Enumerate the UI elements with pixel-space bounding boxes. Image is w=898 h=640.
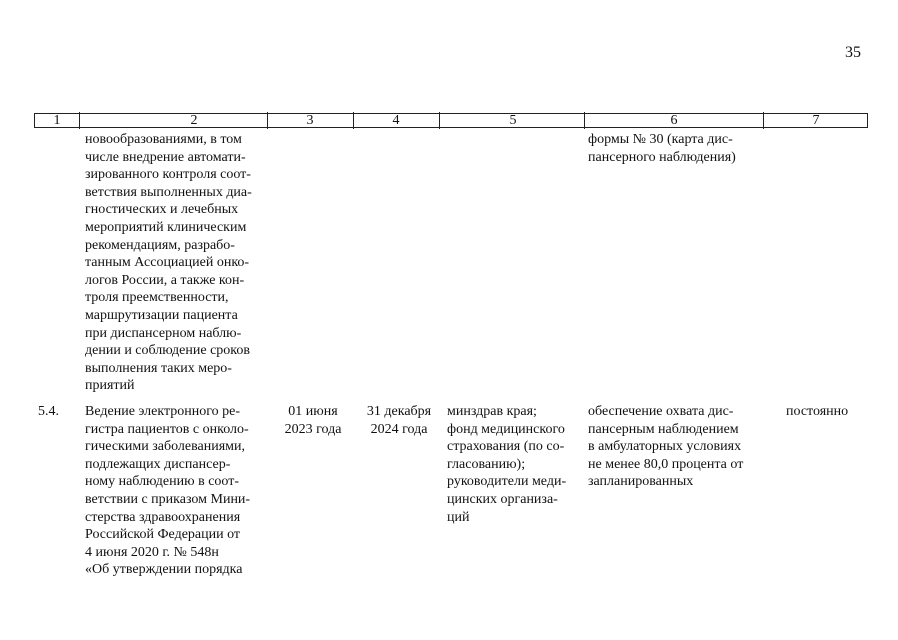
row-measure-text: Ведение электронного ре- гистра пациентов с онколо- гическими заболеваниями, подлежащих диспансер- ному наблюдению в соот- ветствии с приказом Мини- стерства здравоохранения Российской Федерации от 4 июня 2020 г. № 548н «Об утверждении порядка	[85, 404, 251, 578]
header-col-7: 7	[812, 113, 820, 128]
header-col-2: 2	[190, 113, 198, 128]
row-period: постоянно	[786, 404, 849, 419]
continued-row-result-text: формы № 30 (карта дис- пансерного наблюдения)	[588, 132, 736, 165]
header-col-1: 1	[53, 113, 61, 128]
header-col-4: 4	[392, 113, 400, 128]
row-result: обеспечение охвата дис- пансерным наблюдением в амбулаторных условиях не менее 80,0 процента от запланированных	[588, 404, 744, 490]
row-number: 5.4.	[38, 404, 59, 419]
header-col-3: 3	[306, 113, 314, 128]
page-number: 35	[845, 44, 861, 61]
header-col-5: 5	[509, 113, 517, 128]
row-responsible: минздрав края; фонд медицинского страхования (по со- гласованию); руководители меди- цинских организа- ций	[447, 404, 567, 525]
header-col-6: 6	[670, 113, 678, 128]
continued-row-measure-text: новообразованиями, в том числе внедрение автомати- зированного контроля соот- ветствия выполненных диа- гностических и лечебных мероприятий клиническим рекомендациям, разрабо- танным Ассоциацией онко- логов России, а также кон- троля преемственности, маршрутизации пациента при диспансерном наблю- дении и соблюдение сроков выполнения таких меро- приятий	[85, 132, 252, 394]
row-end-date: 31 декабря 2024 года	[366, 404, 432, 437]
row-start-date: 01 июня 2023 года	[284, 404, 342, 437]
table-header-row	[34, 113, 868, 128]
